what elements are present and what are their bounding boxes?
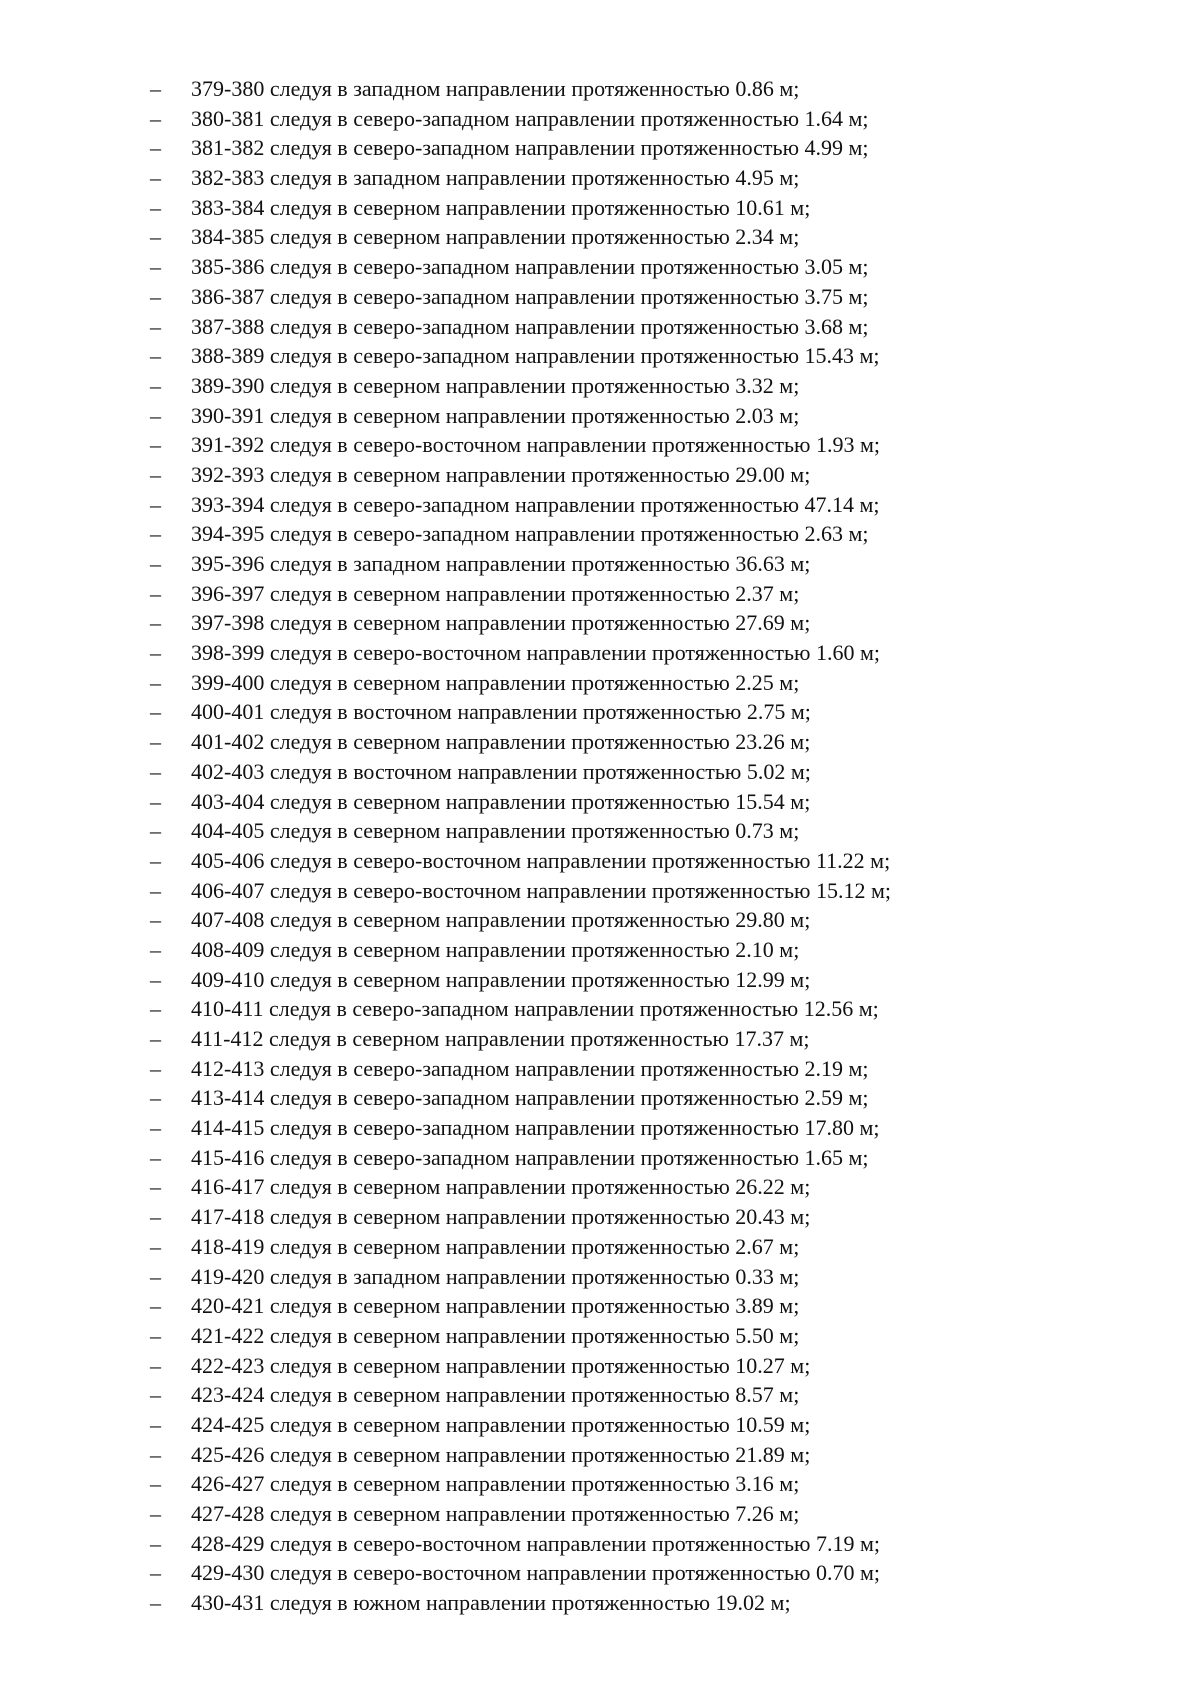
list-marker: –: [150, 936, 161, 962]
list-item: [0, 1499, 1200, 1529]
list-item-text: 390-391 следуя в северном направлении протяженностью 2.03 м;: [191, 402, 800, 428]
list-item-text: 393-394 следуя в северо-западном направлении протяженностью 47.14 м;: [191, 491, 880, 517]
list-item: [0, 846, 1200, 876]
list-item: [0, 965, 1200, 995]
list-item: [0, 163, 1200, 193]
list-item: [0, 1054, 1200, 1084]
list-marker: –: [150, 580, 161, 606]
list-item: [0, 74, 1200, 104]
list-item: [0, 697, 1200, 727]
list-item-text: 410-411 следуя в северо-западном направлении протяженностью 12.56 м;: [191, 996, 879, 1022]
list-marker: –: [150, 669, 161, 695]
list-marker: –: [150, 1085, 161, 1111]
list-item-text: 406-407 следуя в северо-восточном направлении протяженностью 15.12 м;: [191, 877, 892, 903]
list-marker: –: [150, 76, 161, 101]
list-marker: –: [150, 877, 161, 903]
list-item: [0, 1291, 1200, 1321]
list-marker: –: [150, 996, 161, 1022]
list-item: [0, 727, 1200, 757]
list-item-text: 417-418 следуя в северном направлении протяженностью 20.43 м;: [191, 1204, 811, 1230]
list-item-text: 395-396 следуя в западном направлении протяженностью 36.63 м;: [191, 551, 811, 576]
list-marker: –: [150, 1293, 161, 1319]
list-marker: –: [150, 1322, 161, 1348]
list-item: [0, 1232, 1200, 1262]
list-item-text: 404-405 следуя в северном направлении протяженностью 0.73 м;: [191, 818, 800, 844]
list-marker: –: [150, 699, 161, 725]
list-item-text: 380-381 следуя в северо-западном направлении протяженностью 1.64 м;: [191, 105, 869, 131]
list-marker: –: [150, 1055, 161, 1081]
list-marker: –: [150, 788, 161, 814]
list-item: [0, 1469, 1200, 1499]
list-item-text: 388-389 следуя в северо-западном направлении протяженностью 15.43 м;: [191, 343, 880, 369]
list-item-text: 425-426 следуя в северном направлении протяженностью 21.89 м;: [191, 1441, 811, 1467]
list-item-text: 427-428 следуя в северном направлении протяженностью 7.26 м;: [191, 1501, 800, 1526]
list-item: [0, 430, 1200, 460]
list-marker: –: [150, 402, 161, 428]
list-item-text: 391-392 следуя в северо-восточном направлении протяженностью 1.93 м;: [191, 432, 881, 458]
list-item: [0, 193, 1200, 223]
list-item: [0, 1410, 1200, 1440]
list-marker: –: [150, 847, 161, 873]
list-item: [0, 1172, 1200, 1202]
list-item-text: 400-401 следуя в восточном направлении протяженностью 2.75 м;: [191, 699, 811, 725]
list-marker: –: [150, 729, 161, 755]
list-item-text: 426-427 следуя в северном направлении протяженностью 3.16 м;: [191, 1471, 800, 1497]
list-marker: –: [150, 491, 161, 517]
list-marker: –: [150, 1560, 161, 1586]
list-marker: –: [150, 461, 161, 487]
list-item: [0, 1143, 1200, 1173]
list-item-text: 419-420 следуя в западном направлении протяженностью 0.33 м;: [191, 1263, 800, 1289]
list-item-text: 399-400 следуя в северном направлении протяженностью 2.25 м;: [191, 669, 800, 695]
list-marker: –: [150, 1204, 161, 1230]
list-item-text: 429-430 следуя в северо-восточном направлении протяженностью 0.70 м;: [191, 1560, 881, 1586]
list-item: [0, 401, 1200, 431]
list-marker: –: [150, 1411, 161, 1437]
list-marker: –: [150, 194, 161, 220]
list-marker: –: [150, 1352, 161, 1378]
list-item-text: 385-386 следуя в северо-западном направлении протяженностью 3.05 м;: [191, 254, 869, 280]
list-item-text: 381-382 следуя в северо-западном направлении протяженностью 4.99 м;: [191, 135, 869, 161]
list-marker: –: [150, 1501, 161, 1526]
list-item-text: 422-423 следуя в северном направлении протяженностью 10.27 м;: [191, 1352, 811, 1378]
list-item: [0, 312, 1200, 342]
list-item: [0, 1529, 1200, 1559]
list-item: [0, 876, 1200, 906]
list-item-text: 383-384 следуя в северном направлении протяженностью 10.61 м;: [191, 194, 811, 220]
list-item-text: 384-385 следуя в северном направлении протяженностью 2.34 м;: [191, 224, 800, 250]
list-item: [0, 341, 1200, 371]
list-marker: –: [150, 1382, 161, 1408]
list-marker: –: [150, 1471, 161, 1497]
list-marker: –: [150, 254, 161, 280]
list-item: [0, 282, 1200, 312]
list-item: [0, 608, 1200, 638]
list-item: [0, 1202, 1200, 1232]
boundary-segment-list: [0, 74, 1200, 1618]
list-marker: –: [150, 551, 161, 576]
list-item: [0, 1024, 1200, 1054]
list-item: [0, 222, 1200, 252]
list-item-text: 403-404 следуя в северном направлении протяженностью 15.54 м;: [191, 788, 811, 814]
list-item: [0, 1558, 1200, 1588]
list-item-text: 418-419 следуя в северном направлении протяженностью 2.67 м;: [191, 1233, 800, 1259]
list-marker: –: [150, 1530, 161, 1556]
list-item-text: 407-408 следуя в северном направлении протяженностью 29.80 м;: [191, 907, 811, 933]
list-item: [0, 668, 1200, 698]
list-item-text: 424-425 следуя в северном направлении протяженностью 10.59 м;: [191, 1411, 811, 1437]
list-item: [0, 104, 1200, 134]
list-item-text: 405-406 следуя в северо-восточном направлении протяженностью 11.22 м;: [191, 847, 891, 873]
list-item-text: 413-414 следуя в северо-западном направлении протяженностью 2.59 м;: [191, 1085, 869, 1111]
list-item-text: 416-417 следуя в северном направлении протяженностью 26.22 м;: [191, 1174, 811, 1200]
list-marker: –: [150, 907, 161, 933]
list-item: [0, 549, 1200, 579]
list-marker: –: [150, 283, 161, 309]
list-item-text: 394-395 следуя в северо-западном направлении протяженностью 2.63 м;: [191, 521, 869, 547]
list-marker: –: [150, 1144, 161, 1170]
list-marker: –: [150, 105, 161, 131]
list-item-text: 392-393 следуя в северном направлении протяженностью 29.00 м;: [191, 461, 811, 487]
list-item-text: 398-399 следуя в северо-восточном направлении протяженностью 1.60 м;: [191, 640, 881, 666]
list-item: [0, 1083, 1200, 1113]
list-item-text: 386-387 следуя в северо-западном направлении протяженностью 3.75 м;: [191, 283, 869, 309]
list-item: [0, 1351, 1200, 1381]
list-item: [0, 787, 1200, 817]
list-marker: –: [150, 432, 161, 458]
list-marker: –: [150, 343, 161, 369]
list-item-text: 412-413 следуя в северо-западном направлении протяженностью 2.19 м;: [191, 1055, 869, 1081]
list-item-text: 414-415 следуя в северо-западном направлении протяженностью 17.80 м;: [191, 1115, 880, 1141]
list-item-text: 430-431 следуя в южном направлении протяженностью 19.02 м;: [191, 1590, 791, 1616]
list-item-text: 396-397 следуя в северном направлении протяженностью 2.37 м;: [191, 580, 800, 606]
list-item: [0, 371, 1200, 401]
list-marker: –: [150, 1115, 161, 1141]
list-item: [0, 579, 1200, 609]
list-item-text: 423-424 следуя в северном направлении протяженностью 8.57 м;: [191, 1382, 800, 1408]
list-item: [0, 1588, 1200, 1618]
list-marker: –: [150, 372, 161, 398]
list-item: [0, 905, 1200, 935]
list-item-text: 411-412 следуя в северном направлении протяженностью 17.37 м;: [191, 1026, 810, 1051]
list-item: [0, 1113, 1200, 1143]
list-marker: –: [150, 610, 161, 636]
list-item: [0, 757, 1200, 787]
list-item-text: 387-388 следуя в северо-западном направлении протяженностью 3.68 м;: [191, 313, 869, 339]
list-marker: –: [150, 966, 161, 992]
list-marker: –: [150, 1263, 161, 1289]
list-item-text: 428-429 следуя в северо-восточном направлении протяженностью 7.19 м;: [191, 1530, 881, 1556]
list-marker: –: [150, 1590, 161, 1616]
list-item-text: 409-410 следуя в северном направлении протяженностью 12.99 м;: [191, 966, 811, 992]
list-item-text: 401-402 следуя в северном направлении протяженностью 23.26 м;: [191, 729, 811, 755]
list-item: [0, 1440, 1200, 1470]
list-item: [0, 1321, 1200, 1351]
list-item-text: 382-383 следуя в западном направлении протяженностью 4.95 м;: [191, 165, 800, 191]
list-item: [0, 638, 1200, 668]
list-marker: –: [150, 135, 161, 161]
list-item-text: 389-390 следуя в северном направлении протяженностью 3.32 м;: [191, 372, 800, 398]
list-item-text: 379-380 следуя в западном направлении протяженностью 0.86 м;: [191, 76, 800, 101]
list-marker: –: [150, 1441, 161, 1467]
list-marker: –: [150, 758, 161, 784]
list-item-text: 397-398 следуя в северном направлении протяженностью 27.69 м;: [191, 610, 811, 636]
list-item-text: 415-416 следуя в северо-западном направлении протяженностью 1.65 м;: [191, 1144, 869, 1170]
list-item: [0, 252, 1200, 282]
list-item: [0, 994, 1200, 1024]
list-item-text: 421-422 следуя в северном направлении протяженностью 5.50 м;: [191, 1322, 800, 1348]
list-item-text: 420-421 следуя в северном направлении протяженностью 3.89 м;: [191, 1293, 800, 1319]
list-item: [0, 935, 1200, 965]
list-marker: –: [150, 313, 161, 339]
list-marker: –: [150, 1174, 161, 1200]
list-marker: –: [150, 521, 161, 547]
list-item-text: 402-403 следуя в восточном направлении протяженностью 5.02 м;: [191, 758, 811, 784]
list-marker: –: [150, 165, 161, 191]
list-item: [0, 1380, 1200, 1410]
list-marker: –: [150, 1233, 161, 1259]
list-item-text: 408-409 следуя в северном направлении протяженностью 2.10 м;: [191, 936, 800, 962]
list-item: [0, 133, 1200, 163]
list-marker: –: [150, 1026, 161, 1051]
list-marker: –: [150, 818, 161, 844]
list-marker: –: [150, 224, 161, 250]
list-marker: –: [150, 640, 161, 666]
list-item: [0, 490, 1200, 520]
list-item: [0, 1262, 1200, 1292]
list-item: [0, 519, 1200, 549]
list-item: [0, 460, 1200, 490]
list-item: [0, 816, 1200, 846]
